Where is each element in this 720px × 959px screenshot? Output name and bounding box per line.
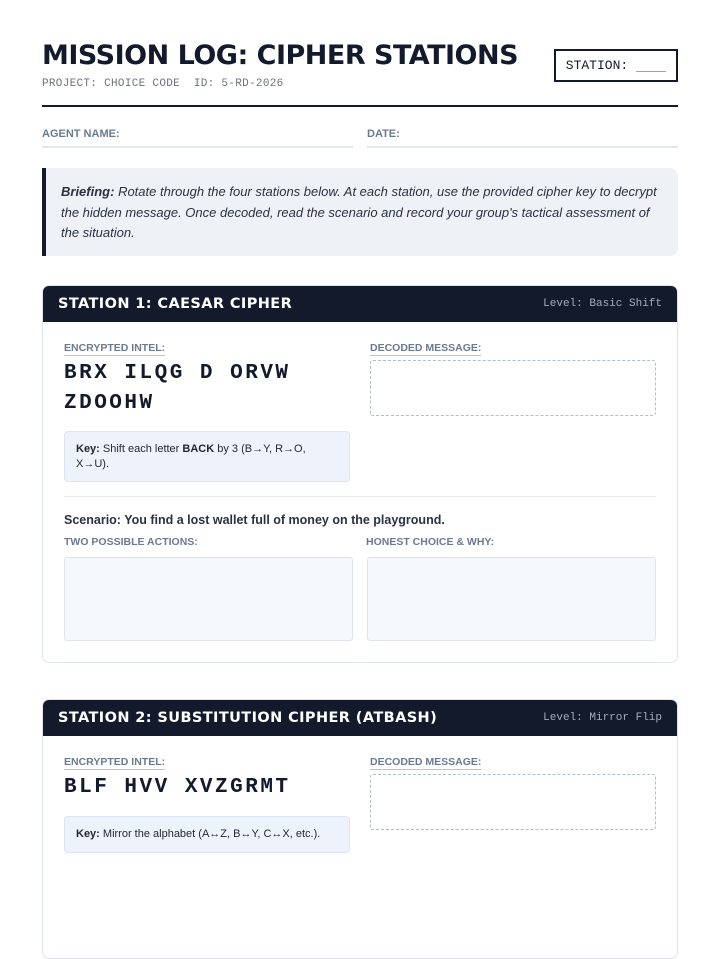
key-lead: Key: — [76, 443, 100, 455]
encrypted-intel-label: ENCRYPTED INTEL: — [64, 342, 166, 354]
page-title: MISSION LOG: CIPHER STATIONS — [42, 40, 519, 71]
decoded-message-label: DECODED MESSAGE: — [370, 342, 482, 354]
station-1-title: STATION 1: CAESAR CIPHER — [58, 296, 293, 312]
cipher-key-box — [64, 816, 350, 853]
cipher-key-box — [64, 431, 350, 482]
agent-name-field[interactable] — [42, 128, 353, 140]
key-text-bold: BACK — [182, 443, 215, 455]
briefing-callout — [42, 168, 678, 256]
station-2-card — [42, 699, 678, 959]
decoded-message-label: DECODED MESSAGE: — [370, 756, 482, 768]
possible-actions-box[interactable] — [64, 557, 353, 641]
station-number-box[interactable] — [554, 49, 678, 82]
encrypted-intel-label: ENCRYPTED INTEL: — [64, 756, 166, 768]
station-label: STATION: — [565, 58, 629, 73]
agent-name-line — [42, 146, 353, 148]
station-2-title: STATION 2: SUBSTITUTION CIPHER (ATBASH) — [58, 710, 438, 726]
key-lead: Key: — [76, 828, 100, 840]
honest-choice-label: HONEST CHOICE & WHY: — [366, 536, 495, 548]
decoded-message-box[interactable] — [370, 774, 656, 830]
station-1-divider — [64, 496, 656, 497]
briefing-text: Rotate through the four stations below. At each station, use the provided cipher key to decrypt the hidden message. Once decoded, read the scenario and record your group's tactical assessment of the situation. — [61, 184, 657, 240]
station-2-level: Level: Mirror Flip — [543, 712, 662, 724]
key-text-post: by 3 (B→Y, R→O, X→U). — [76, 443, 306, 470]
station-1-card — [42, 285, 678, 663]
encrypted-message: BRX ILQG D ORVW ZDOOHW — [64, 362, 291, 415]
date-label: DATE: — [367, 128, 400, 140]
key-text-pre: Shift each letter — [99, 443, 183, 455]
header-divider — [42, 105, 678, 107]
date-field[interactable] — [367, 128, 678, 140]
possible-actions-label: TWO POSSIBLE ACTIONS: — [64, 536, 198, 548]
station-1-level: Level: Basic Shift — [543, 298, 662, 310]
encrypted-message: BLF HVV XVZGRMT — [64, 776, 291, 799]
project-meta: PROJECT: CHOICE CODE ID: 5-RD-2026 — [42, 78, 284, 90]
station-2-header — [43, 700, 677, 736]
station-blank[interactable] — [636, 60, 666, 72]
date-line — [367, 146, 678, 148]
briefing-lead: Briefing: — [61, 184, 115, 199]
honest-choice-box[interactable] — [367, 557, 656, 641]
station-1-header — [43, 286, 677, 322]
key-text: Mirror the alphabet (A↔Z, B↔Y, C↔X, etc.). — [99, 828, 321, 840]
agent-name-label: AGENT NAME: — [42, 128, 120, 140]
decoded-message-box[interactable] — [370, 360, 656, 416]
scenario-text: Scenario: You find a lost wallet full of money on the playground. — [64, 513, 445, 527]
